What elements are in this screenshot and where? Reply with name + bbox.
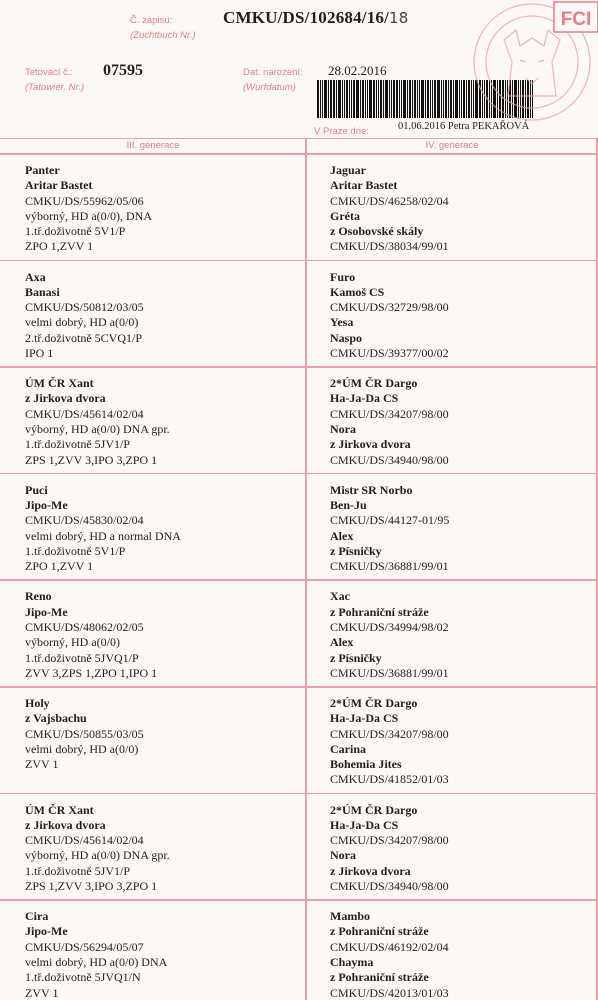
ancestor-detail: ZPO 1,ZVV 1 — [25, 559, 94, 574]
ancestor-name: Cira — [25, 909, 49, 924]
ancestor-detail: z Osobovské skály — [330, 224, 424, 239]
barcode-bar — [376, 80, 377, 118]
ancestor-detail: velmi dobrý, HD a(0/0) — [25, 741, 139, 756]
ancestor-name: Puci — [25, 482, 48, 497]
ancestor-detail: CMKU/DS/34207/98/00 — [330, 406, 449, 421]
ancestor-detail: z Pohraniční stráže — [330, 924, 429, 939]
barcode-bar — [367, 80, 368, 118]
row-divider — [0, 473, 598, 475]
ancestor-detail: Ben-Ju — [330, 498, 367, 513]
ancestor-detail: 1.tř.doživotně 5JV1/P — [25, 437, 130, 452]
ancestor-detail: CMKU/DS/42013/01/03 — [330, 985, 449, 1000]
barcode-bar — [414, 80, 416, 118]
ancestor-detail: Ha-Ja-Da CS — [330, 817, 399, 832]
fci-seal-icon — [446, 0, 598, 152]
barcode-bar — [378, 80, 379, 118]
tattoo-label-de: (Tatowier. Nr.) — [25, 82, 85, 93]
ancestor-detail: ZVV 3,ZPS 1,ZPO 1,IPO 1 — [25, 665, 158, 680]
tattoo-label — [25, 67, 84, 94]
registration-label-de: (Zuchtbuch Nr.) — [130, 30, 196, 41]
barcode-bar — [441, 80, 442, 118]
barcode-bar — [421, 80, 424, 118]
ancestor-detail: CMKU/DS/45614/02/04 — [25, 833, 144, 848]
ancestor-detail: IPO 1 — [25, 346, 54, 361]
ancestor-detail: Nora — [330, 422, 356, 437]
barcode-bar — [437, 80, 440, 118]
ancestor-detail: CMKU/DS/34994/98/02 — [330, 619, 449, 634]
row-divider — [0, 260, 598, 262]
ancestor-name: Holy — [25, 696, 50, 710]
barcode-bar — [342, 80, 343, 118]
ancestor-detail: CMKU/DS/39377/00/02 — [330, 346, 449, 361]
issued-label: V Praze dne: — [314, 126, 369, 137]
ancestor-detail: Aritar Bastet — [330, 178, 398, 193]
barcode-bar — [369, 80, 372, 118]
ancestor-cell-left — [25, 163, 305, 255]
registration-number-printed: CMKU/DS/102684/16/ — [223, 8, 390, 27]
barcode-bar — [409, 80, 411, 118]
birth-label-de: (Wurfdatum) — [243, 82, 296, 93]
ancestor-detail: Nora — [330, 848, 356, 863]
ancestor-cell-left — [25, 909, 305, 1000]
barcode-bar — [324, 80, 327, 118]
barcode-bar — [430, 80, 431, 118]
ancestor-detail: Kamoš CS — [330, 284, 385, 299]
barcode-bar — [393, 80, 395, 118]
registration-number-handwritten: 18 — [389, 9, 409, 27]
barcode-bar — [328, 80, 329, 118]
ancestor-detail: Naspo — [330, 330, 363, 345]
ancestor-name: Axa — [25, 269, 46, 284]
ancestor-name: Reno — [25, 589, 52, 604]
row-divider — [0, 793, 598, 795]
ancestor-detail: 1.tř.doživotně 5V1/P — [25, 543, 126, 558]
barcode-bar — [417, 80, 418, 118]
barcode-bar — [330, 80, 332, 118]
ancestor-name: 2*ÚM ČR Dargo — [330, 696, 418, 710]
ancestor-name: 2*ÚM ČR Dargo — [330, 802, 418, 817]
barcode-bar — [403, 80, 406, 118]
barcode-bar — [425, 80, 426, 118]
barcode-bar — [389, 80, 390, 118]
ancestor-name: Furo — [330, 269, 356, 284]
ancestor-detail: z Jirkova dvora — [330, 437, 411, 452]
ancestor-detail: z Vajsbachu — [25, 711, 87, 726]
ancestor-detail: výborný, HD a(0/0) DNA gpr. — [25, 848, 170, 863]
ancestor-detail: CMKU/DS/34940/98/00 — [330, 879, 449, 894]
ancestor-name: ÚM ČR Xant — [25, 376, 94, 391]
ancestor-detail: z Jirkova dvora — [25, 817, 106, 832]
row-divider — [0, 366, 598, 368]
ancestor-detail: ZVV 1 — [25, 985, 59, 1000]
ancestor-detail: 1.tř.doživotně 5V1/P — [25, 224, 126, 239]
ancestor-name: Mambo — [330, 909, 370, 924]
ancestor-detail: CMKU/DS/50812/03/05 — [25, 300, 144, 315]
ancestor-detail: z Pohraniční stráže — [330, 604, 429, 619]
ancestor-detail: ZPS 1,ZVV 3,IPO 3,ZPO 1 — [25, 452, 158, 467]
ancestor-detail: z Jirkova dvora — [25, 391, 106, 406]
ancestor-detail: výborný, HD a(0/0) — [25, 635, 120, 650]
barcode-bar — [362, 80, 364, 118]
ancestor-cell-left — [25, 803, 305, 895]
ancestor-detail: Jipo-Me — [25, 498, 68, 513]
ancestor-cell-left — [25, 270, 305, 362]
ancestor-detail: 1.tř.doživotně 5JVQ1/N — [25, 970, 141, 985]
birth-label — [243, 67, 303, 94]
ancestor-cell-right — [330, 803, 598, 895]
ancestor-detail: Banasi — [25, 284, 60, 299]
barcode-bar — [320, 80, 321, 118]
ancestor-detail: velmi dobrý, HD a(0/0) DNA — [25, 955, 168, 970]
ancestor-detail: CMKU/DS/32729/98/00 — [330, 300, 449, 315]
ancestor-detail: CMKU/DS/34207/98/00 — [330, 726, 449, 741]
barcode-bar — [401, 80, 402, 118]
ancestor-detail: CMKU/DS/55962/05/06 — [25, 193, 144, 208]
barcode-bar — [351, 80, 352, 118]
barcode-bar — [443, 80, 444, 118]
ancestor-cell-right — [330, 270, 598, 362]
tattoo-label-cz: Tetovací č.: — [25, 67, 74, 78]
ancestor-detail: Gréta — [330, 208, 360, 223]
ancestor-detail: CMKU/DS/38034/99/01 — [330, 239, 449, 254]
row-divider — [0, 686, 598, 688]
ancestor-detail: CMKU/DS/34207/98/00 — [330, 833, 449, 848]
ancestor-cell-right — [330, 589, 598, 681]
registration-label-cz: Č. zápisu: — [130, 15, 173, 26]
ancestor-name: Jaguar — [330, 163, 366, 177]
ancestor-detail: 1.tř.doživotně 5JV1/P — [25, 863, 130, 878]
barcode-bar — [346, 80, 348, 118]
ancestor-cell-right — [330, 163, 598, 255]
ancestor-name: ÚM ČR Xant — [25, 802, 94, 817]
barcode-bar — [427, 80, 429, 118]
barcode-bar — [336, 80, 337, 118]
barcode-bar — [380, 80, 382, 118]
ancestor-detail: CMKU/DS/45830/02/04 — [25, 513, 144, 528]
ancestor-detail: CMKU/DS/56294/05/07 — [25, 939, 144, 954]
ancestor-cell-right — [330, 376, 598, 468]
ancestor-cell-left — [25, 589, 305, 681]
fci-seal-text: FCI — [560, 9, 592, 30]
barcode-bar — [356, 80, 359, 118]
ancestor-detail: CMKU/DS/46192/02/04 — [330, 939, 449, 954]
generation-header-third: III. generace — [126, 140, 180, 151]
barcode-bar — [344, 80, 345, 118]
barcode-bar — [365, 80, 366, 118]
registration-label — [130, 15, 196, 42]
ancestor-detail: výborný, HD a(0/0), DNA — [25, 208, 152, 223]
barcode-bar — [317, 80, 319, 118]
ancestor-detail: Alex — [330, 528, 354, 543]
ancestor-detail: Chayma — [330, 955, 374, 970]
ancestor-detail: CMKU/DS/48062/02/05 — [25, 619, 144, 634]
barcode-bar — [432, 80, 433, 118]
row-divider — [0, 579, 598, 581]
barcode-bar — [399, 80, 400, 118]
ancestor-detail: Aritar Bastet — [25, 178, 93, 193]
ancestor-detail: Bohemia Jites — [330, 757, 402, 772]
barcode-bar — [419, 80, 420, 118]
ancestor-detail: ZPS 1,ZVV 3,IPO 3,ZPO 1 — [25, 879, 158, 894]
ancestor-cell-right — [330, 696, 598, 788]
ancestor-cell-left — [25, 483, 305, 575]
barcode-bar — [412, 80, 413, 118]
pedigree-table — [0, 138, 598, 1000]
barcode-bar — [383, 80, 384, 118]
barcode-bar — [349, 80, 350, 118]
birth-date: 28.02.2016 — [328, 63, 387, 78]
ancestor-detail: výborný, HD a(0/0) DNA gpr. — [25, 422, 170, 437]
registration-number — [223, 8, 409, 28]
ancestor-detail: velmi dobrý, HD a(0/0) — [25, 315, 139, 330]
generation-header-fourth: IV. generace — [425, 140, 479, 151]
ancestor-detail: CMKU/DS/41852/01/03 — [330, 772, 449, 787]
ancestor-detail: CMKU/DS/36881/99/01 — [330, 559, 449, 574]
ancestor-detail: z Písničky — [330, 543, 382, 558]
ancestor-detail: Carina — [330, 741, 366, 756]
ancestor-name: Mistr SR Norbo — [330, 482, 413, 497]
ancestor-cell-right — [330, 909, 598, 1000]
ancestor-detail: ZPO 1,ZVV 1 — [25, 239, 94, 254]
ancestor-detail: CMKU/DS/45614/02/04 — [25, 406, 144, 421]
header-divider — [0, 153, 598, 155]
issued-date-signature: 01.06.2016 Petra PEKAŘOVÁ — [398, 121, 530, 132]
row-divider — [0, 899, 598, 901]
ancestor-detail: z Písničky — [330, 650, 382, 665]
ancestor-cell-right — [330, 483, 598, 575]
ancestor-detail: Alex — [330, 635, 354, 650]
ancestor-detail: Jipo-Me — [25, 924, 68, 939]
barcode-bar — [373, 80, 375, 118]
ancestor-detail: Yesa — [330, 315, 354, 330]
barcode-bar — [322, 80, 323, 118]
ancestor-detail: Ha-Ja-Da CS — [330, 391, 399, 406]
ancestor-detail: CMKU/DS/50855/03/05 — [25, 726, 144, 741]
ancestor-detail: velmi dobrý, HD a normal DNA — [25, 528, 181, 543]
barcode-bar — [333, 80, 335, 118]
barcode-bar — [338, 80, 341, 118]
ancestor-detail: CMKU/DS/36881/99/01 — [330, 665, 449, 680]
ancestor-name: 2*ÚM ČR Dargo — [330, 376, 418, 391]
barcode-bar — [360, 80, 361, 118]
tattoo-number: 07595 — [103, 62, 143, 79]
ancestor-name: Xac — [330, 589, 350, 604]
barcode-bar — [391, 80, 392, 118]
ancestor-detail: CMKU/DS/44127-01/95 — [330, 513, 450, 528]
barcode-bar — [396, 80, 398, 118]
barcode-bar — [434, 80, 436, 118]
ancestor-detail: 1.tř.doživotně 5JVQ1/P — [25, 650, 139, 665]
ancestor-cell-left — [25, 376, 305, 468]
ancestor-detail: z Jirkova dvora — [330, 863, 411, 878]
ancestor-detail: Ha-Ja-Da CS — [330, 711, 399, 726]
ancestor-name: Panter — [25, 163, 60, 177]
ancestor-cell-left — [25, 696, 305, 772]
ancestor-detail: ZVV 1 — [25, 757, 59, 772]
ancestor-detail: z Pohraniční stráže — [330, 970, 429, 985]
ancestor-detail: 2.tř.doživotně 5CVQ1/P — [25, 330, 142, 345]
barcode-bar — [385, 80, 388, 118]
barcode-bar — [407, 80, 408, 118]
birth-label-cz: Dat. narození: — [243, 67, 303, 78]
ancestor-detail: CMKU/DS/34940/98/00 — [330, 452, 449, 467]
ancestor-detail: Jipo-Me — [25, 604, 68, 619]
ancestor-detail: CMKU/DS/46258/02/04 — [330, 193, 449, 208]
barcode-bar — [353, 80, 355, 118]
column-divider — [305, 139, 307, 1000]
